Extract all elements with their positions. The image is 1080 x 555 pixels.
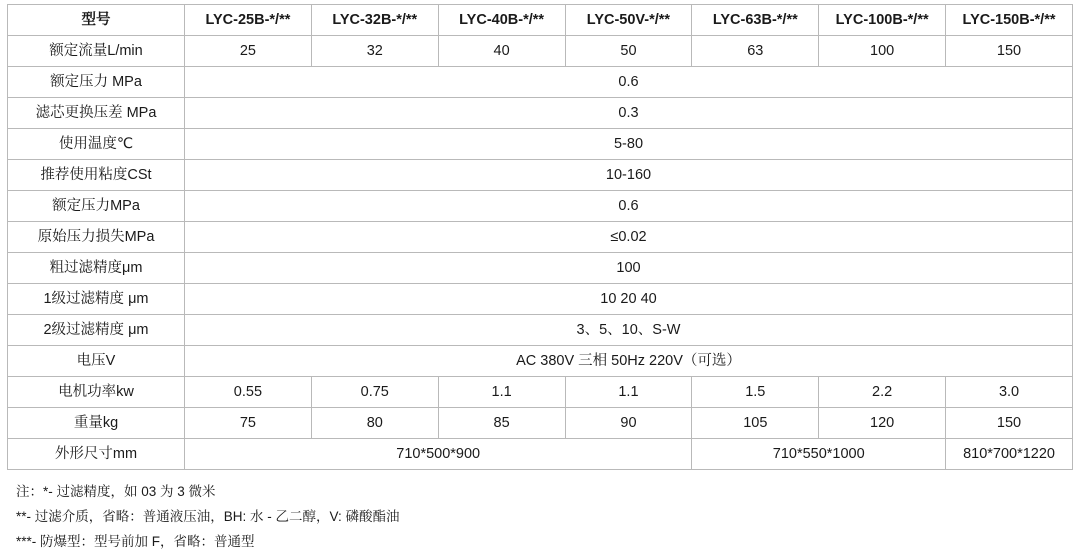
- table-row: [8, 253, 1073, 284]
- footnote-line: 注：*- 过滤精度，如 03 为 3 微米: [16, 484, 216, 499]
- table-cell: 710*550*1000: [692, 439, 946, 470]
- table-cell: 5-80: [185, 129, 1073, 160]
- row-label: 额定压力MPa: [8, 191, 185, 222]
- column-header-model-6: LYC-100B-*/**: [819, 5, 946, 36]
- table-cell: 0.3: [185, 98, 1073, 129]
- row-label: 额定压力 MPa: [8, 67, 185, 98]
- table-cell: 1.1: [565, 377, 692, 408]
- table-row: [8, 408, 1073, 439]
- table-row: [8, 377, 1073, 408]
- table-cell: 90: [565, 408, 692, 439]
- table-cell: 810*700*1220: [946, 439, 1073, 470]
- table-cell: 0.55: [185, 377, 312, 408]
- table-cell: 3、5、10、S-W: [185, 315, 1073, 346]
- table-cell: 10 20 40: [185, 284, 1073, 315]
- table-cell: 150: [946, 36, 1073, 67]
- footnote-line: **- 过滤介质，省略：普通液压油，BH: 水 - 乙二醇，V: 磷酸酯油: [16, 508, 400, 524]
- table-cell: 0.75: [311, 377, 438, 408]
- row-label: 使用温度℃: [8, 129, 185, 160]
- table-cell: 63: [692, 36, 819, 67]
- row-label: 原始压力损失MPa: [8, 222, 185, 253]
- table-row: [8, 129, 1073, 160]
- row-label: 额定流量L/min: [8, 36, 185, 67]
- footnotes: [16, 480, 1074, 555]
- table-cell: ≤0.02: [185, 222, 1073, 253]
- column-header-model-5: LYC-63B-*/**: [692, 5, 819, 36]
- table-cell: 120: [819, 408, 946, 439]
- table-cell: 0.6: [185, 67, 1073, 98]
- table-cell: 3.0: [946, 377, 1073, 408]
- table-cell: 40: [438, 36, 565, 67]
- table-cell: AC 380V 三相 50Hz 220V（可选）: [185, 346, 1073, 377]
- table-cell: 100: [819, 36, 946, 67]
- table-row: [8, 222, 1073, 253]
- table-cell: 710*500*900: [185, 439, 692, 470]
- table-row: [8, 67, 1073, 98]
- column-header-model: 型号: [8, 5, 185, 36]
- row-label: 1级过滤精度 μm: [8, 284, 185, 315]
- table-cell: 10-160: [185, 160, 1073, 191]
- table-row: [8, 98, 1073, 129]
- table-cell: 85: [438, 408, 565, 439]
- table-cell: 50: [565, 36, 692, 67]
- table-body: [8, 5, 1073, 470]
- table-cell: 32: [311, 36, 438, 67]
- row-label: 粗过滤精度μm: [8, 253, 185, 284]
- column-header-model-4: LYC-50V-*/**: [565, 5, 692, 36]
- specification-table: [7, 4, 1073, 470]
- table-row: [8, 346, 1073, 377]
- table-cell: 100: [185, 253, 1073, 284]
- table-cell: 75: [185, 408, 312, 439]
- table-cell: 1.1: [438, 377, 565, 408]
- table-cell: 0.6: [185, 191, 1073, 222]
- table-cell: 1.5: [692, 377, 819, 408]
- column-header-model-1: LYC-25B-*/**: [185, 5, 312, 36]
- footnote-line: ***- 防爆型：型号前加 F，省略：普通型: [16, 533, 255, 549]
- table-cell: 150: [946, 408, 1073, 439]
- row-label: 2级过滤精度 μm: [8, 315, 185, 346]
- table-row: [8, 284, 1073, 315]
- table-row: [8, 315, 1073, 346]
- table-header-row: [8, 5, 1073, 36]
- table-row: [8, 160, 1073, 191]
- row-label: 推荐使用粘度CSt: [8, 160, 185, 191]
- row-label: 电机功率kw: [8, 377, 185, 408]
- row-label: 滤芯更换压差 MPa: [8, 98, 185, 129]
- table-cell: 80: [311, 408, 438, 439]
- column-header-model-3: LYC-40B-*/**: [438, 5, 565, 36]
- column-header-model-7: LYC-150B-*/**: [946, 5, 1073, 36]
- row-label: 电压V: [8, 346, 185, 377]
- row-label: 外形尺寸mm: [8, 439, 185, 470]
- table-cell: 105: [692, 408, 819, 439]
- table-row: [8, 191, 1073, 222]
- row-label: 重量kg: [8, 408, 185, 439]
- table-cell: 2.2: [819, 377, 946, 408]
- table-row: [8, 36, 1073, 67]
- table-row: [8, 439, 1073, 470]
- table-cell: 25: [185, 36, 312, 67]
- column-header-model-2: LYC-32B-*/**: [311, 5, 438, 36]
